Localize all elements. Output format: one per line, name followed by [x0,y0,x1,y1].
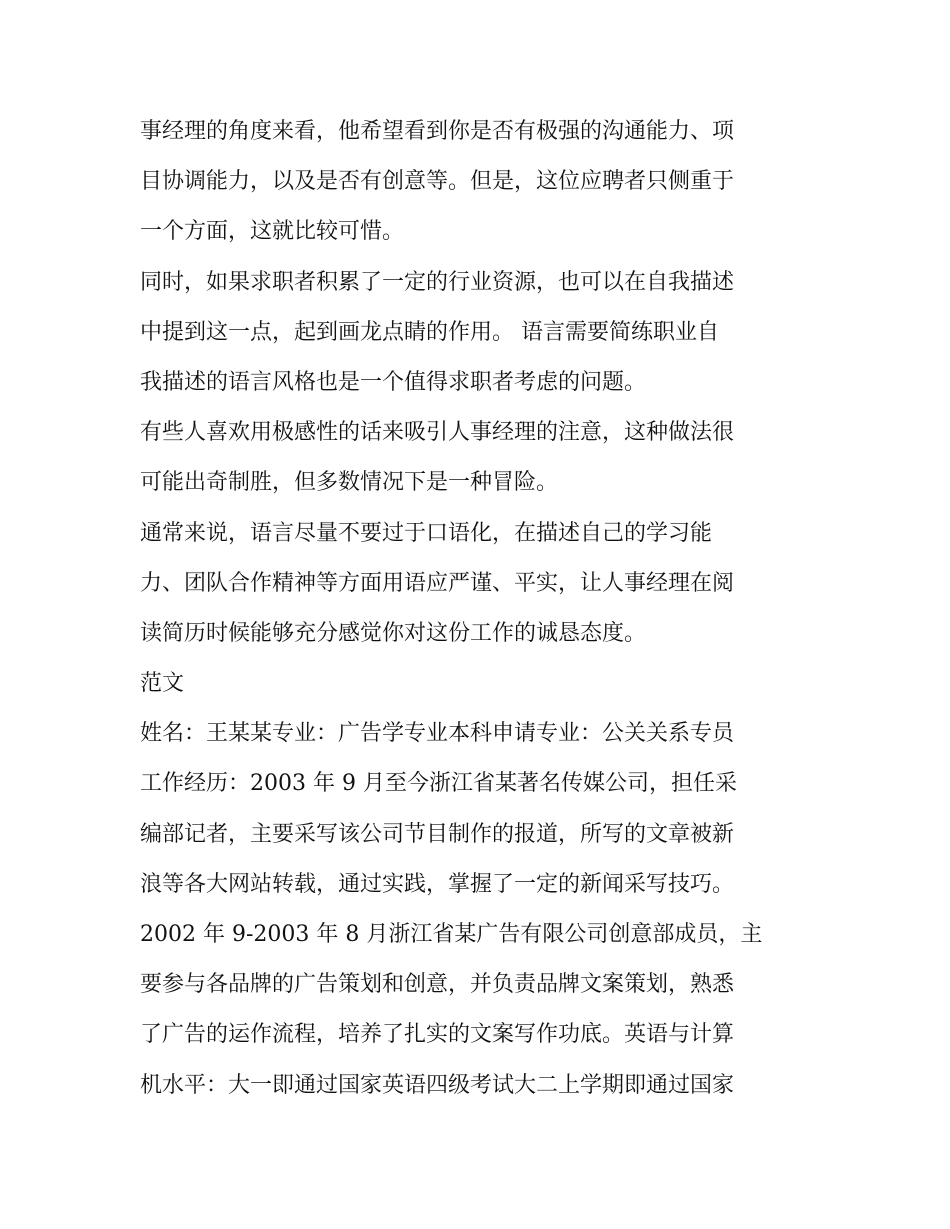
text-line: 一个方面，这就比较可惜。 [140,219,405,245]
text-line: 有些人喜欢用极感性的话来吸引人事经理的注意，这种做法很 [140,420,735,446]
text-line: 读简历时候能够充分感觉你对这份工作的诚恳态度。 [140,620,647,646]
text-line: 我描述的语言风格也是一个值得求职者考虑的问题。 [140,369,647,395]
text-line: 同时，如果求职者积累了一定的行业资源，也可以在自我描述 [140,269,735,295]
text-line: 目协调能力，以及是否有创意等。但是，这位应聘者只侧重于 [140,169,735,195]
text-line: 通常来说，语言尽量不要过于口语化，在描述自己的学习能 [140,520,713,546]
text-line: 2002 年 9-2003 年 8 月浙江省某广告有限公司创意部成员，主 [140,922,763,947]
text-line: 姓名：王某某专业：广告学专业本科申请专业：公关关系专员 [140,721,735,747]
text-line: 事经理的角度来看，他希望看到你是否有极强的沟通能力、项 [140,119,735,144]
section-heading: 范文 [140,671,185,697]
text-line: 了广告的运作流程，培养了扎实的文案写作功底。英语与计算 [140,1022,735,1048]
text-line: 编部记者，主要采写该公司节目制作的报道，所写的文章被新 [140,821,735,847]
text-line: 中提到这一点，起到画龙点睛的作用。 语言需要简练职业自 [140,319,719,345]
text-line: 工作经历：2003 年 9 月至今浙江省某著名传媒公司，担任采 [140,771,737,797]
text-line: 可能出奇制胜，但多数情况下是一种冒险。 [140,470,559,496]
text-line: 浪等各大网站转载，通过实践，掌握了一定的新闻采写技巧。 [140,871,735,897]
text-line: 力、团队合作精神等方面用语应严谨、平实，让人事经理在阅 [140,570,735,596]
text-line: 机水平：大一即通过国家英语四级考试大二上学期即通过国家 [140,1072,735,1098]
document-body [140,107,820,1111]
text-line: 要参与各品牌的广告策划和创意，并负责品牌文案策划，熟悉 [140,972,735,998]
